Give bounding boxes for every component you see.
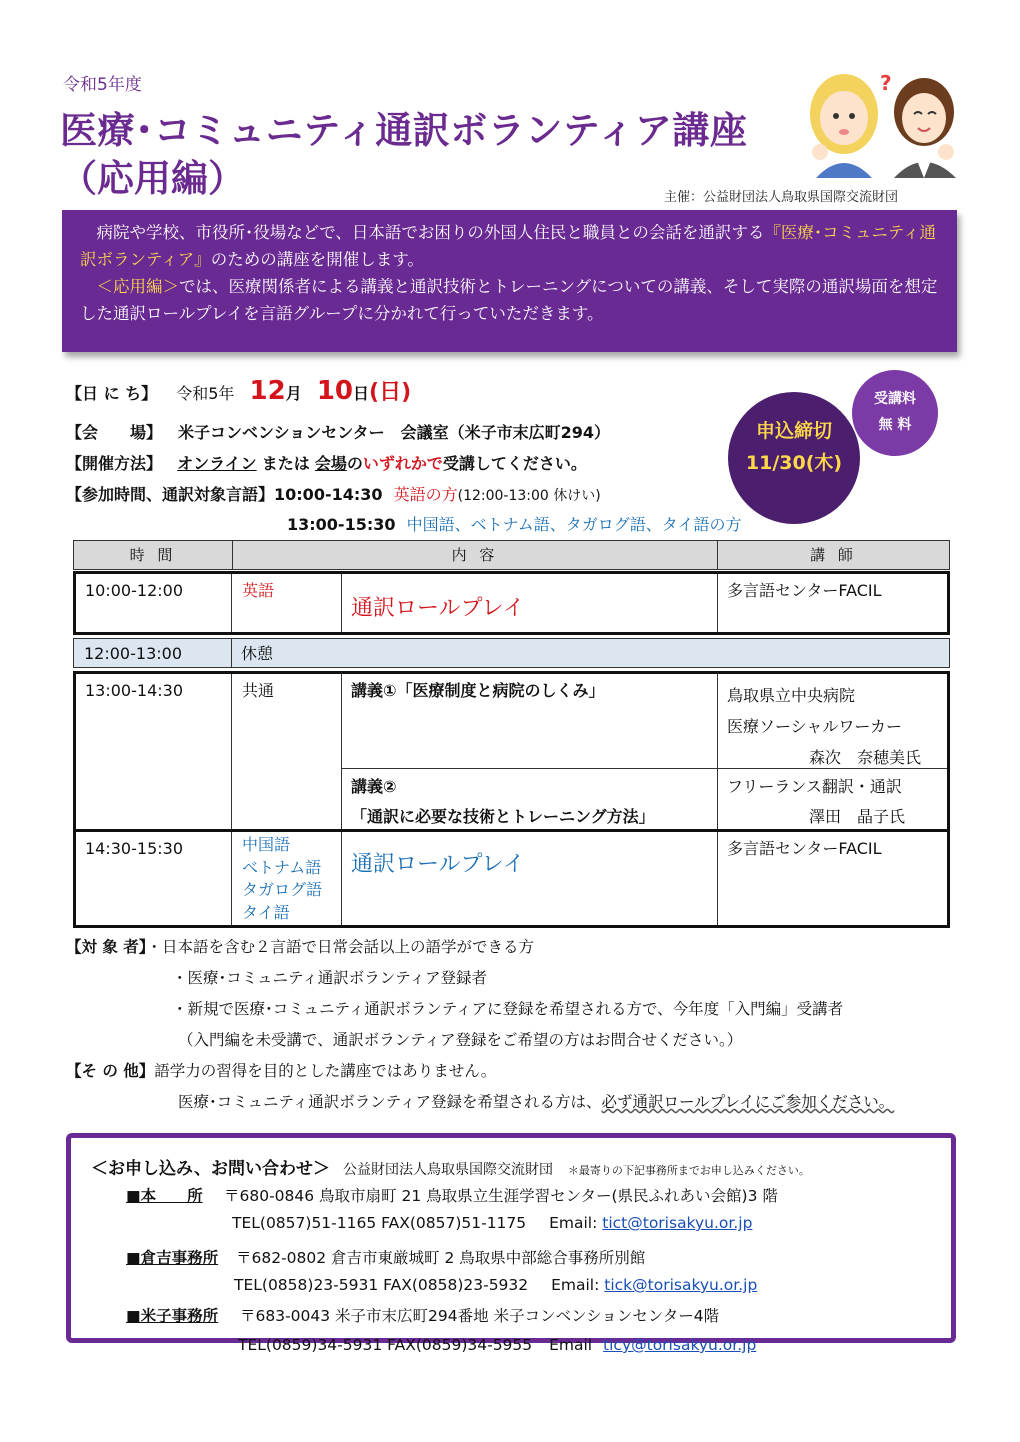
target-line-4: （入門編を未受講で、通訳ボランティア登録をご希望の方はお問合せください。） [178, 1031, 743, 1049]
break-row [73, 638, 950, 668]
table-row [73, 571, 950, 635]
intro-box [62, 210, 957, 352]
table-header [73, 540, 950, 570]
fiscal-year: 令和5年度 [63, 75, 142, 95]
office-yonago-email[interactable]: ticy@torisakyu.or.jp [603, 1336, 757, 1354]
row-time: 10:00-12:00 [85, 581, 183, 600]
table-row [73, 829, 950, 928]
page-title: 医療･コミュニティ通訳ボランティア講座 [60, 109, 748, 152]
row-content: 通訳ロールプレイ [351, 596, 525, 621]
target-line-1: 【対 象 者】・日本語を含む２言語で日常会話以上の語学ができる方 [66, 938, 535, 956]
svg-text:?: ? [880, 71, 892, 95]
fee-badge: 受講料 無 料 [852, 370, 938, 456]
intro-paragraph-2: ＜応用編＞では、医療関係者による講義と通訳技術とトレーニングについての講義、そして実際の通訳場面を想定した通訳ロールプレイを言語グループに分かれて行っていただきます。 [80, 277, 938, 323]
office-kurayoshi-address: ■倉吉事務所 〒682-0802 倉吉市東厳城町 2 鳥取県中部総合事務所別館 [126, 1249, 646, 1267]
header-content: 内 容 [232, 541, 718, 569]
row-lecturer: 多言語センターFACIL [727, 581, 882, 600]
contact-box [66, 1133, 956, 1343]
date-line: 【日 に ち】 令和5年 12月 10日(日) [66, 376, 412, 406]
office-kurayoshi-contact: TEL(0858)23-5931 FAX(0858)23-5932 Email: tick@torisakyu.or.jp [234, 1276, 758, 1294]
row-lecturer: 多言語センターFACIL [727, 839, 882, 858]
other-line-2: 医療･コミュニティ通訳ボランティア登録を希望される方は、必ず通訳ロールプレイにご参加ください。 [178, 1093, 895, 1111]
other-line-1: 【そ の 他】語学力の習得を目的とした講座ではありません。 [66, 1062, 497, 1080]
page-subtitle: （応用編） [60, 157, 245, 200]
office-kurayoshi-email[interactable]: tick@torisakyu.or.jp [604, 1276, 758, 1294]
row-language: 共通 [242, 681, 275, 700]
method-line: 【開催方法】 オンライン または 会場のいずれかで受講してください。 [66, 454, 587, 473]
intro-paragraph-1: 病院や学校、市役所･役場などで、日本語でお困りの外国人住民と職員との会話を通訳する『医療･コミュニティ通訳ボランティア』のための講座を開催します。 [80, 223, 937, 269]
row-time: 13:00-14:30 [85, 681, 183, 700]
row-language: 英語 [242, 581, 275, 600]
office-main-email[interactable]: tict@torisakyu.or.jp [602, 1214, 753, 1232]
office-yonago-address: ■米子事務所 〒683-0043 米子市末広町294番地 米子コンベンションセンター4階 [126, 1307, 720, 1325]
time-line-1: 【参加時間、通訳対象言語】10:00-14:30 英語の方(12:00-13:00 休けい) [66, 485, 601, 504]
table-row [73, 671, 950, 832]
lecture-1-title: 講義①「医療制度と病院のしくみ」 [351, 681, 605, 700]
lecture-2-title: 講義② 「通訳に必要な技術とトレーニング方法」 [351, 777, 655, 826]
row-languages: 中国語 ベトナム語 タガログ語 タイ語 [242, 835, 323, 922]
header-time: 時 間 [129, 546, 177, 564]
row-content: 通訳ロールプレイ [351, 852, 525, 877]
row-time: 14:30-15:30 [85, 839, 183, 858]
target-line-2: ・医療･コミュニティ通訳ボランティア登録者 [172, 969, 487, 987]
office-yonago-contact: TEL(0859)34-5931 FAX(0859)34-5955 Email ticy@torisakyu.or.jp [238, 1336, 757, 1354]
deadline-badge: 申込締切 11/30(木) [728, 392, 860, 524]
office-main-address: ■本 所 〒680-0846 鳥取市扇町 21 鳥取県立生涯学習センター(県民ふれあい会館)3 階 [126, 1187, 778, 1205]
contact-heading: ＜お申し込み、お問い合わせ＞ 公益財団法人鳥取県国際交流財団 ＊最寄りの下記事務所までお申し込みください。 [91, 1159, 810, 1179]
lecture-2-lecturer: フリーランス翻訳・通訳 澤田 晶子氏 [727, 777, 906, 826]
header-lecturer: 講 師 [810, 546, 857, 564]
organizer: 主催：公益財団法人鳥取県国際交流財団 [664, 190, 899, 205]
break-time: 12:00-13:00 [84, 644, 182, 663]
two-women-illustration [796, 66, 968, 178]
venue-line: 【会 場】 米子コンベンションセンター 会議室（米子市末広町294） [66, 423, 611, 442]
office-main-contact: TEL(0857)51-1165 FAX(0857)51-1175 Email: tict@torisakyu.or.jp [232, 1214, 753, 1232]
target-line-3: ・新規で医療･コミュニティ通訳ボランティアに登録を希望される方で、今年度「入門編」受講者 [172, 1000, 844, 1018]
time-line-2: 13:00-15:30 中国語、ベトナム語、タガログ語、タイ語の方 [287, 515, 742, 534]
break-label: 休憩 [241, 644, 274, 663]
lecture-1-lecturer: 鳥取県立中央病院 医療ソーシャルワーカー 森次 奈穂美氏 [727, 686, 922, 767]
